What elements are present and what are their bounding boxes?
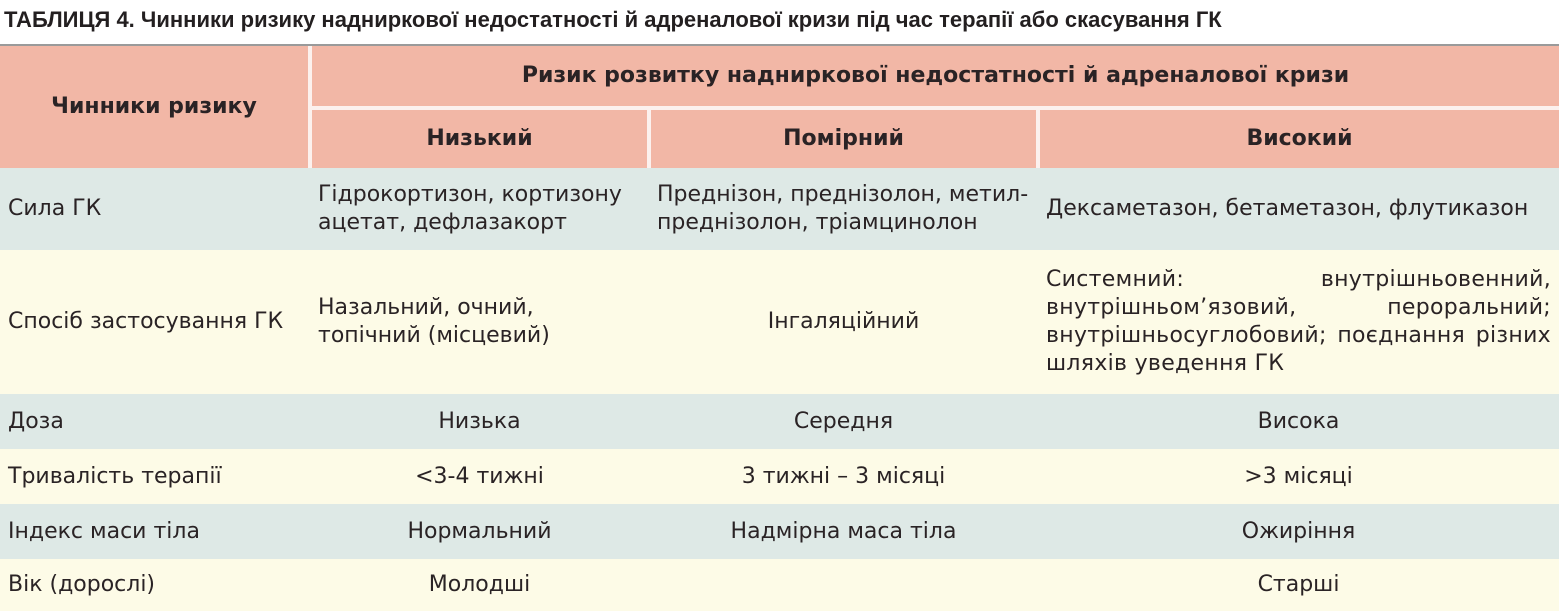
table-row [0,449,1559,504]
level-header-high: Високий [1038,108,1559,168]
level-header-moderate: Помірний [649,108,1038,168]
row-factor: Доза [0,394,310,449]
risk-group-header: Ризик розвитку надниркової недостатності й адреналової кризи [310,46,1559,108]
cell-moderate: Середня [649,394,1038,449]
table-row [0,250,1559,394]
cell-low: Нормальний [310,504,649,559]
cell-moderate [649,559,1038,611]
cell-high: Старші [1038,559,1559,611]
table-row [0,504,1559,559]
row-factor: Спосіб застосування ГК [0,250,310,394]
level-header-low: Низький [310,108,649,168]
table-row [0,168,1559,250]
risk-factors-table [0,46,1559,611]
cell-low: Назальний, очний, топічний (місцевий) [310,250,649,394]
cell-low: Низька [310,394,649,449]
cell-moderate: Преднізон, преднізолон, метил-преднізолон, тріамцинолон [649,168,1038,250]
cell-low: <3-4 тижні [310,449,649,504]
header-row-group [0,46,1559,108]
factor-column-header: Чинники ризику [0,46,310,168]
row-factor: Вік (дорослі) [0,559,310,611]
cell-moderate: Інгаляційний [649,250,1038,394]
table-row [0,559,1559,611]
cell-high: Системний: внутрішньовенний, внутрішньом’язовий, пероральний; внутрішньосуглобовий; поєднання різних шляхів уведення ГК [1038,250,1559,394]
cell-moderate: Надмірна маса тіла [649,504,1038,559]
cell-low: Гідрокортизон, кортизону ацетат, дефлазакорт [310,168,649,250]
table-title: ТАБЛИЦЯ 4. Чинники ризику надниркової недостатності й адреналової кризи під час терапії або скасування ГК [4,7,1222,32]
row-factor: Сила ГК [0,168,310,250]
row-factor: Тривалість терапії [0,449,310,504]
row-factor: Індекс маси тіла [0,504,310,559]
cell-high: Дексаметазон, бетаметазон, флутиказон [1038,168,1559,250]
cell-moderate: 3 тижні – 3 місяці [649,449,1038,504]
cell-high: Висока [1038,394,1559,449]
cell-high: Ожиріння [1038,504,1559,559]
cell-low: Молодші [310,559,649,611]
table-row [0,394,1559,449]
cell-high: >3 місяці [1038,449,1559,504]
